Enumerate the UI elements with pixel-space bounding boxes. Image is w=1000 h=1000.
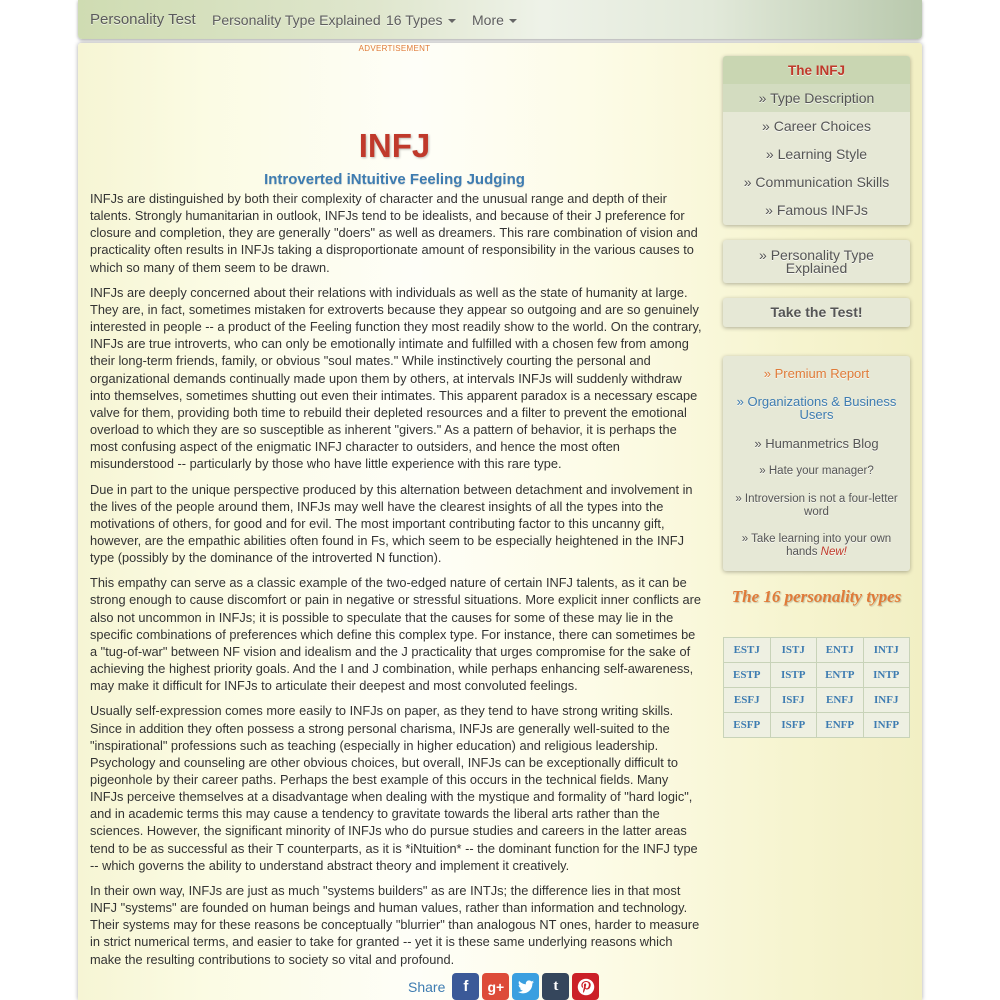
caret-down-icon [448, 19, 456, 23]
take-test-button[interactable]: Take the Test! [770, 304, 863, 320]
type-link-estj[interactable]: ESTJ [724, 638, 771, 663]
pinterest-share-button[interactable] [572, 973, 599, 1000]
types-grid [723, 637, 910, 738]
type-link-intp[interactable]: INTP [864, 663, 911, 688]
article-paragraph: This empathy can serve as a classic example of the two-edged nature of certain INFJ talents, as it can be strong enough to cause discomfort or pain in negative or stressful situations. More explicit inner conflicts are also not uncommon in INFJs; it is possible to speculate that the causes for some of these may lie in the specific combinations of preferences which define this complex type. For instance, there can sometimes be a "tug-of-war" between NF vision and idealism and the J practicality that urges compromise for the sake of achieving the highest priority goals. And the I and J combination, while perhaps enhancing self-awareness, may make it difficult for INFJs to articulate their deepest and most convoluted feelings. [90, 575, 702, 694]
twitter-share-button[interactable] [512, 973, 539, 1000]
nav-item-more-dropdown[interactable] [472, 12, 517, 28]
type-link-istp[interactable]: ISTP [771, 663, 818, 688]
caret-down-icon [509, 19, 517, 23]
type-link-entj[interactable]: ENTJ [817, 638, 864, 663]
article-paragraph: Due in part to the unique perspective produced by this alternation between detachment and involvement in the lives of the people around them, INFJs may well have the clearest insights of all the types into the motivations of others, for good and for evil. The most important contributing factor to this uncanny gift, however, are the empathic abilities often found in Fs, which seem to be especially heightened in the INFJ type (possibly by the dominance of the introverted N function). [90, 481, 693, 566]
article-paragraph: In their own way, INFJs are just as much "systems builders" as are INTJs; the difference lies in that most INFJ "systems" are founded on human beings and human values, rather than information and technology. Their systems may for these reasons be conceptually "blurrier" than analogous NT ones, harder to measure in strict numerical terms, and easier to take for granted -- yet it is these same underlying reasons which make the resulting contributions to society so vital and profound. [90, 882, 700, 967]
nav-item-label: More [472, 12, 504, 28]
infj-panel-heading: The INFJ [723, 56, 910, 84]
type-link-infj[interactable]: INFJ [864, 688, 911, 713]
advertisement-label: ADVERTISEMENT [358, 44, 431, 53]
page-title: INFJ [358, 127, 431, 164]
sidebar-item-learning-style[interactable]: » Learning Style [765, 145, 868, 162]
top-navbar [78, 0, 922, 39]
new-badge: New! [820, 546, 847, 558]
premium-report-link[interactable]: » Premium Report [763, 365, 870, 381]
share-label: Share [408, 978, 446, 995]
google-plus-icon: g+ [487, 978, 505, 995]
type-explained-panel [723, 240, 910, 283]
blog-post-link-manager[interactable]: » Hate your manager? [759, 464, 874, 477]
organizations-link[interactable]: » Organizations & Business Users [736, 394, 897, 422]
type-link-isfp[interactable]: ISFP [771, 713, 818, 738]
sidebar-link-type-explained[interactable]: » Personality Type Explained [759, 246, 874, 276]
twitter-icon [518, 980, 534, 994]
type-link-intj[interactable]: INTJ [864, 638, 911, 663]
article-body [90, 190, 702, 976]
take-test-panel [723, 298, 910, 327]
article-paragraph: Usually self-expression comes more easily to INFJs on paper, as they tend to have strong writing skills. Since in addition they often possess a strong personal charisma, INFJs are generally well-suited to the "inspirational" professions such as teaching (especially in higher education) and religious leadership. Psychology and counseling are other obvious choices, but overall, INFJs can be exceptionally difficult to pigeonhole by their career paths. Perhaps the best example of this occurs in the technical fields. Many INFJs perceive themselves at a disadvantage when dealing with the mystique and formality of "hard logic", and in academic terms this may cause a tendency to gravitate towards the liberal arts rather than the sciences. However, the significant minority of INFJs who do pursue studies and careers in the latter areas tend to be as successful as their T counterparts, as it is *iNtuition* -- the dominant function for the INFJ type -- which governs the ability to understand abstract theory and implement it creatively. [90, 703, 698, 873]
type-link-esfj[interactable]: ESFJ [724, 688, 771, 713]
types-section-title: The 16 personality types [731, 587, 902, 606]
page-subtitle: Introverted iNtuitive Feeling Judging [264, 171, 525, 188]
tumblr-share-button[interactable] [542, 973, 569, 1000]
infj-sidebar-panel [723, 56, 910, 225]
type-link-enfp[interactable]: ENFP [817, 713, 864, 738]
share-bar [408, 973, 599, 1000]
type-link-esfp[interactable]: ESFP [724, 713, 771, 738]
type-link-enfj[interactable]: ENFJ [817, 688, 864, 713]
type-link-istj[interactable]: ISTJ [771, 638, 818, 663]
nav-item-label: 16 Types [386, 12, 443, 28]
nav-item-type-explained[interactable]: Personality Type Explained [212, 12, 381, 28]
blog-post-link-introversion[interactable]: » Introversion is not a four-letter word [735, 493, 898, 518]
sidebar-item-career-choices[interactable]: » Career Choices [762, 117, 871, 134]
sidebar-item-type-description[interactable]: » Type Description [723, 84, 910, 112]
type-link-infp[interactable]: INFP [864, 713, 911, 738]
main-container [78, 43, 922, 1000]
sidebar-item-communication-skills[interactable]: » Communication Skills [743, 173, 890, 190]
facebook-icon: f [463, 978, 469, 995]
nav-item-16-types-dropdown[interactable] [386, 12, 456, 28]
type-link-estp[interactable]: ESTP [724, 663, 771, 688]
type-link-isfj[interactable]: ISFJ [771, 688, 818, 713]
tumblr-icon: t [553, 978, 559, 994]
article-paragraph: INFJs are deeply concerned about their relations with individuals as well as the state of humanity at large. They are, in fact, sometimes mistaken for extroverts because they appear so outgoing and are so genuinely interested in people -- a product of the Feeling function they most readily show to the world. On the contrary, INFJs are true introverts, who can only be emotionally intimate and fulfilled with a chosen few from among their long-term friends, family, or obvious "soul mates." While instinctively courting the personal and organizational demands continually made upon them by others, at intervals INFJs will suddenly withdraw into themselves, sometimes shutting out even their intimates. This apparent paradox is a necessary escape valve for them, providing both time to rebuild their depleted resources and a filter to prevent the emotional overload to which they are so susceptible as inherent "givers." As a pattern of behavior, it is perhaps the most confusing aspect of the enigmatic INFJ character to outsiders, and hence the most often misunderstood -- particularly by those who have little experience with this rare type. [90, 284, 702, 472]
nav-brand-link[interactable]: Personality Test [90, 11, 196, 28]
blog-post-link-learning[interactable] [723, 527, 910, 567]
google-plus-share-button[interactable] [482, 973, 509, 1000]
facebook-share-button[interactable] [452, 973, 479, 1000]
type-link-entp[interactable]: ENTP [817, 663, 864, 688]
pinterest-icon [577, 978, 595, 996]
article-paragraph: INFJs are distinguished by both their complexity of character and the unusual range and depth of their talents. Strongly humanitarian in outlook, INFJs tend to be idealists, and because of their J preference for closure and completion, they are generally "doers" as well as dreamers. This rare combination of vision and practicality often results in INFJs taking a disproportionate amount of responsibility in the various causes to which so many of them seem to be drawn. [90, 191, 698, 275]
sidebar-item-famous-infjs[interactable]: » Famous INFJs [765, 202, 868, 218]
blog-post-label: » Take learning into your own hands [741, 533, 892, 558]
resources-panel [723, 356, 910, 571]
humanmetrics-blog-link[interactable]: » Humanmetrics Blog [754, 435, 879, 451]
